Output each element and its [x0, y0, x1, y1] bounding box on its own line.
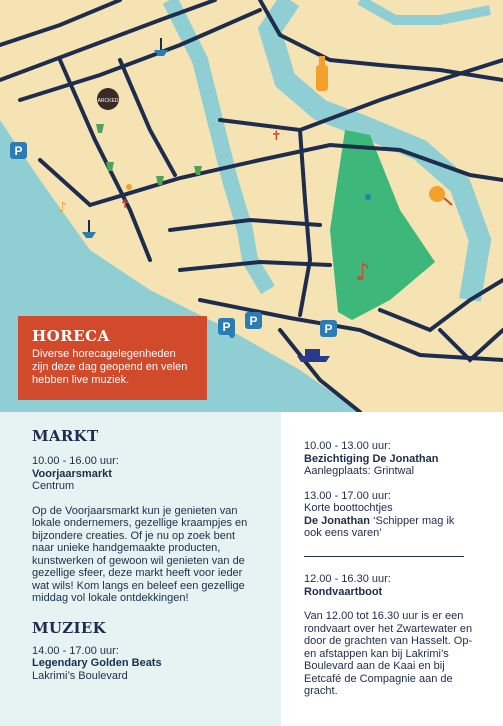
left-column	[32, 427, 272, 682]
muziek-event: Legendary Golden Beats	[32, 657, 162, 669]
right-column	[304, 440, 474, 540]
jonathan-event: Bezichtiging De Jonathan	[304, 452, 439, 465]
church-icon: ✝	[120, 197, 131, 211]
markt-title: MARKT	[32, 427, 99, 445]
jonathan-location: Aanlegplaats: Grintwal	[304, 465, 415, 477]
muziek-location: Lakrimi’s Boulevard	[32, 669, 128, 682]
markt-event: Voorjaarsmarkt	[32, 467, 112, 480]
point-marker	[229, 332, 235, 338]
tochtjes-line: Korte boottochtjes	[304, 502, 393, 514]
divider-line	[304, 556, 464, 557]
music-note-icon: ♪	[58, 200, 67, 216]
parking-icon	[10, 142, 27, 159]
tochtjes-time: 13.00 - 17.00 uur:	[304, 489, 391, 502]
horeca-box	[18, 316, 207, 400]
rondvaart-event: Rondvaartboot	[304, 585, 383, 598]
jonathan-time: 10.00 - 13.00 uur:	[304, 440, 391, 452]
parking-icon	[320, 320, 337, 337]
svg-text:P: P	[324, 322, 333, 336]
rondvaart-block	[304, 573, 474, 698]
svg-text:P: P	[222, 320, 231, 334]
tochtjes-quote: ‘Schipper mag ik ook eens varen’	[304, 514, 455, 539]
tochtjes-boat-name: De Jonathan	[304, 514, 371, 527]
svg-text:P: P	[14, 144, 23, 158]
point-marker	[365, 194, 371, 200]
horeca-text: Diverse horecagelegenheden zijn deze dag geopend en velen hebben live muziek.	[32, 348, 188, 386]
muziek-time: 14.00 - 17.00 uur:	[32, 644, 119, 657]
rondvaart-time: 12.00 - 16.30 uur:	[304, 573, 391, 585]
arcked-logo	[97, 88, 119, 110]
music-note-icon: ♪	[355, 258, 371, 286]
tochtjes-detail	[304, 515, 474, 540]
horeca-title: HORECA	[32, 327, 110, 345]
point-marker	[126, 184, 132, 190]
rondvaart-description: Van 12.00 tot 16.30 uur is er een rondvaart over het Zwartewater en door de grachten van Hasselt. Op- en afstappen kan bij Lakrimi’s Boulevard aan de Kaai en bij Eetcafé de Compagnie aan de gracht.	[304, 610, 473, 697]
markt-location: Centrum	[32, 480, 75, 492]
church-icon: ✝	[271, 129, 282, 144]
markt-time: 10.00 - 16.00 uur:	[32, 455, 119, 467]
svg-text:ARCKED: ARCKED	[97, 98, 119, 104]
muziek-title: MUZIEK	[32, 618, 106, 637]
svg-text:P: P	[249, 314, 258, 328]
parking-icon	[245, 312, 262, 329]
markt-description: Op de Voorjaarsmarkt kun je genieten van lokale ondernemers, gezellige kraampjes en bijzondere creaties. Of je nu op zoek bent naar unieke handgemaakte producten, kunstwerken of gewoon wil genieten van de gezellige sfeer, deze markt heeft voor ieder wat wils! Kom langs en beleef een gezellige middag vol lokale ontdekkingen!	[32, 504, 248, 604]
